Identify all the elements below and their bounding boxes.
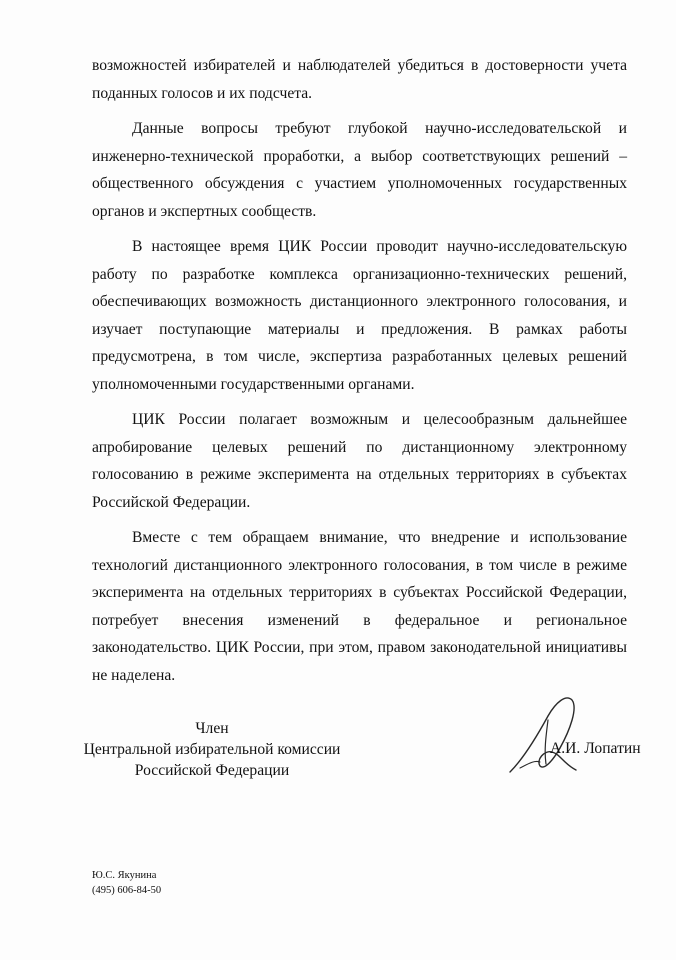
signatory-country: Российской Федерации	[134, 762, 290, 779]
signatory-position: Член	[195, 720, 229, 737]
paragraph-experiment: ЦИК России полагает возможным и целесообразным дальнейшее апробирование целевых решений по дистанционному электронному голосованию в режиме эксперимента на отдельных территориях в субъектах Российской Федерации.	[92, 411, 627, 511]
executor-phone: (495) 606-84-50	[92, 885, 162, 896]
paragraph-current-work: В настоящее время ЦИК России проводит научно-исследовательскую работу по разработке комплекса организационно-технических решений, обеспечивающих возможность дистанционного электронного голосования, и изучает поступающие материалы и предложения. В рамках работы предусмотрена, в том числе, экспертиза разработанных целевых решений уполномоченными государственными органами.	[92, 238, 627, 393]
paragraph-research: Данные вопросы требуют глубокой научно-исследовательской и инженерно-технической проработки, а выбор соответствующих решений – общественного обсуждения с участием уполномоченных государственных органов и экспертных сообществ.	[92, 120, 627, 220]
paragraph-continuation: возможностей избирателей и наблюдателей убедиться в достоверности учета поданных голосов и их подсчета.	[92, 57, 627, 102]
executor-info	[92, 868, 161, 898]
signer-name: А.И. Лопатин	[550, 740, 641, 757]
handwritten-signature-icon	[500, 690, 590, 782]
executor-name: Ю.С. Якунина	[92, 870, 157, 881]
paragraph-legislation: Вместе с тем обращаем внимание, что внедрение и использование технологий дистанционного электронного голосования, в том числе в режиме эксперимента на отдельных территориях в субъектах Российской Федерации, потребует внесения изменений в федеральное и региональное законодательство. ЦИК России, при этом, правом законодательной инициативы не наделена.	[92, 529, 627, 684]
letter-body	[92, 52, 627, 689]
signatory-title	[82, 718, 342, 781]
signatory-organization: Центральной избирательной комиссии	[83, 741, 341, 758]
